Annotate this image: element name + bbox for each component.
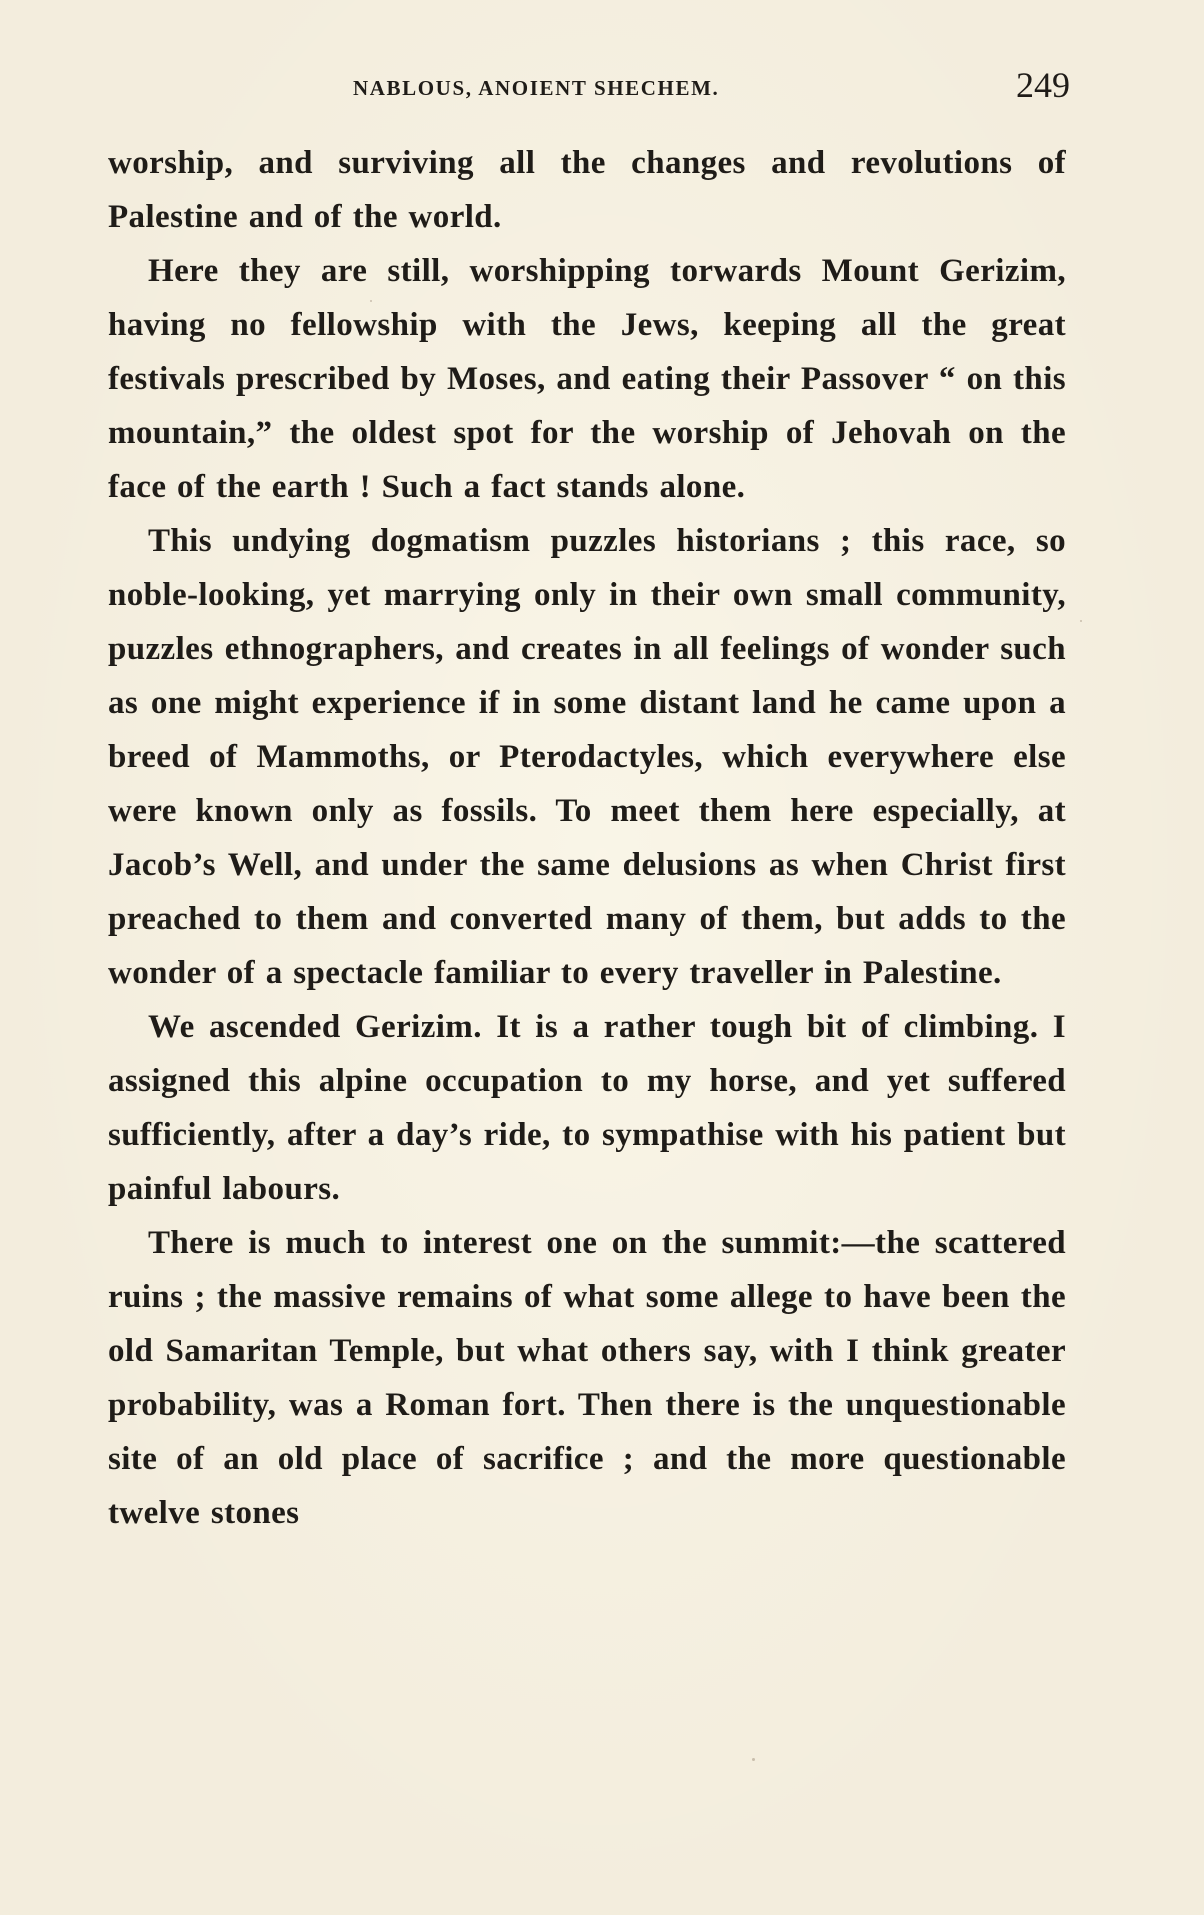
paper-speck — [1080, 620, 1082, 622]
paragraph-samaritans-worship: Here they are still, worshipping torwards Mount Gerizim, having no fellowship with the Jews, keeping all the great festivals prescribed by Moses, and eating their Passover “ on this mountain,” the oldest spot for the worship of Jehovah on the face of the earth ! Such a fact stands alone. — [108, 253, 1066, 505]
running-head — [108, 62, 1070, 110]
paragraph-ascended-gerizim: We ascended Gerizim. It is a rather tough bit of climbing. I assigned this alpine occupation to my horse, and yet suffered sufficiently, after a day’s ride, to sympathise with his patient but painful labours. — [108, 1009, 1066, 1207]
paper-speck — [370, 300, 372, 302]
paper-speck — [752, 1758, 755, 1761]
running-title: NABLOUS, ANOIENT SHECHEM. — [353, 76, 720, 100]
paragraph-continuation: worship, and surviving all the changes and revolutions of Palestine and of the world. — [108, 145, 1066, 235]
body-text — [108, 136, 1066, 1540]
page-number: 249 — [1016, 65, 1070, 105]
paragraph-undying-dogmatism: This undying dogmatism puzzles historians ; this race, so noble-looking, yet marrying only in their own small community, puzzles ethnographers, and creates in all feelings of wonder such as one might experience if in some distant land he came upon a breed of Mammoths, or Pterodactyles, which everywhere else were known only as fossils. To meet them here especially, at Jacob’s Well, and under the same delusions as when Christ first preached to them and converted many of them, but adds to the wonder of a spectacle familiar to every traveller in Palestine. — [108, 523, 1066, 991]
paragraph-summit: There is much to interest one on the summit:—the scattered ruins ; the massive remains of what some allege to have been the old Samaritan Temple, but what others say, with I think greater probability, was a Roman fort. Then there is the unquestionable site of an old place of sacrifice ; and the more questionable twelve stones — [108, 1225, 1066, 1531]
